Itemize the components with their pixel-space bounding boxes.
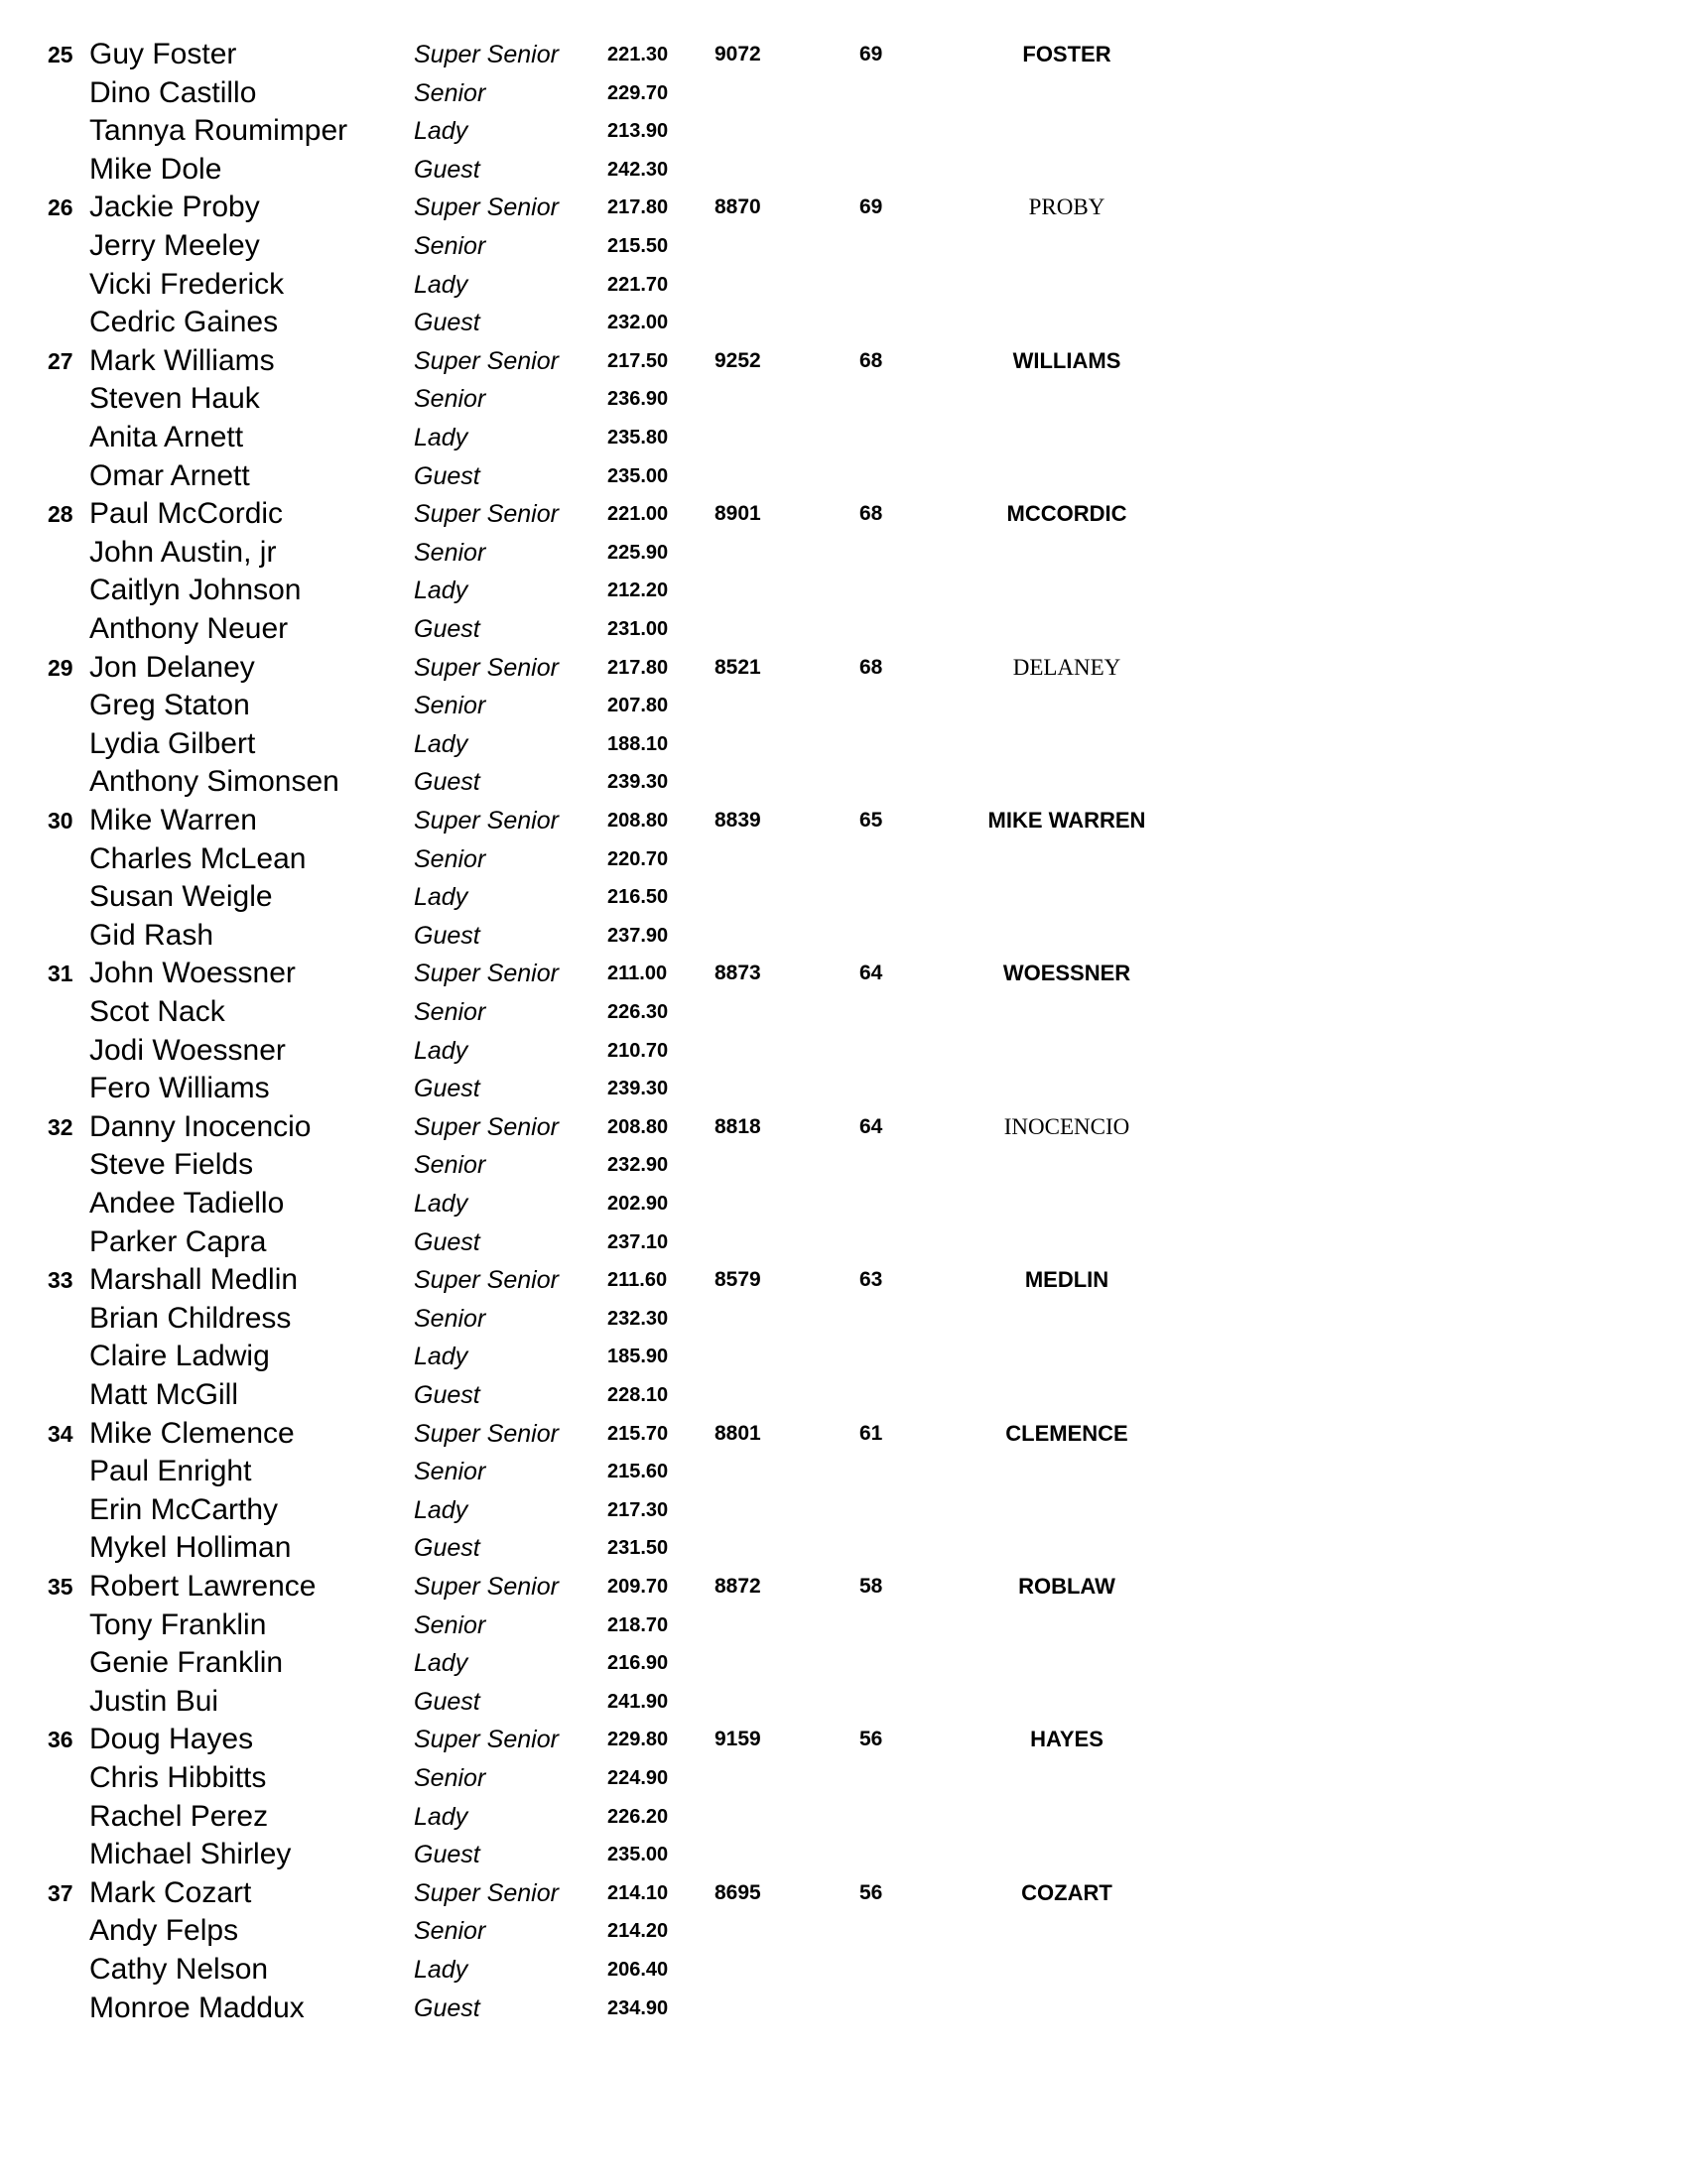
player-score: 211.60 <box>607 1269 668 1292</box>
player-score: 207.80 <box>607 695 669 717</box>
team-rank: 33 <box>48 1267 73 1294</box>
team-points: 56 <box>859 1880 883 1904</box>
player-category: Senior <box>414 78 486 107</box>
player-score: 229.70 <box>607 81 669 104</box>
player-category: Senior <box>414 1304 486 1333</box>
player-name: Jon Delaney <box>89 650 255 684</box>
player-score: 206.40 <box>607 1959 669 1981</box>
player-score: 210.70 <box>607 1039 669 1062</box>
player-category: Guest <box>414 615 480 643</box>
player-name: Paul Enright <box>89 1455 252 1488</box>
team-name: DELANEY <box>1012 654 1121 680</box>
team-member-row <box>0 1644 1688 1682</box>
team-member-row <box>0 1759 1688 1797</box>
player-name: Michael Shirley <box>89 1838 292 1871</box>
team-name: MEDLIN <box>1024 1267 1109 1293</box>
player-score: 217.30 <box>607 1498 669 1521</box>
player-name: Scot Nack <box>89 995 225 1028</box>
team-lead-row <box>0 802 1688 839</box>
player-category: Super Senior <box>414 500 559 529</box>
player-category: Super Senior <box>414 807 559 835</box>
player-name: Tony Franklin <box>89 1607 267 1641</box>
player-name: Cedric Gaines <box>89 306 279 339</box>
team-total: 8873 <box>714 962 761 985</box>
team-member-row <box>0 993 1688 1031</box>
team-member-row <box>0 1070 1688 1107</box>
player-category: Senior <box>414 1764 486 1792</box>
player-score: 208.80 <box>607 1115 669 1138</box>
player-score: 211.00 <box>607 963 668 985</box>
team-member-row <box>0 687 1688 724</box>
team-total: 8839 <box>714 809 761 832</box>
team-member-row <box>0 419 1688 456</box>
team-member-row <box>0 380 1688 418</box>
player-name: Mark Williams <box>89 343 275 377</box>
player-category: Senior <box>414 998 486 1026</box>
player-name: Genie Franklin <box>89 1646 284 1680</box>
player-name: Monroe Maddux <box>89 1991 305 2024</box>
team-rank: 32 <box>48 1113 73 1140</box>
player-category: Lady <box>414 729 468 758</box>
player-name: Robert Lawrence <box>89 1570 317 1603</box>
team-rank: 34 <box>48 1420 73 1447</box>
player-category: Senior <box>414 385 486 414</box>
team-name: PROBY <box>1028 194 1105 220</box>
team-name: WILLIAMS <box>1012 347 1121 373</box>
player-name: Jackie Proby <box>89 191 260 224</box>
player-category: Lady <box>414 883 468 912</box>
team-total: 8579 <box>714 1268 761 1292</box>
player-name: Justin Bui <box>89 1684 219 1718</box>
player-name: Mike Clemence <box>89 1416 295 1450</box>
team-points: 68 <box>859 655 883 679</box>
team-member-row <box>0 534 1688 572</box>
player-score: 218.70 <box>607 1613 669 1636</box>
player-score: 237.10 <box>607 1230 669 1253</box>
team-lead-row <box>0 1874 1688 1912</box>
player-name: John Austin, jr <box>89 535 277 569</box>
player-category: Senior <box>414 1917 486 1946</box>
team-name: FOSTER <box>1022 42 1111 66</box>
player-category: Senior <box>414 844 486 873</box>
player-category: Guest <box>414 1075 480 1103</box>
team-lead-row <box>0 649 1688 687</box>
player-score: 214.10 <box>607 1881 669 1904</box>
player-category: Senior <box>414 1610 486 1639</box>
team-member-row <box>0 112 1688 150</box>
team-member-row <box>0 610 1688 648</box>
player-score: 228.10 <box>607 1384 669 1406</box>
team-member-row <box>0 1798 1688 1836</box>
team-lead-row <box>0 1721 1688 1758</box>
player-category: Guest <box>414 921 480 950</box>
team-name: INOCENCIO <box>1003 1113 1130 1139</box>
team-name: WOESSNER <box>1002 961 1131 986</box>
player-score: 231.00 <box>607 618 669 640</box>
player-score: 221.30 <box>607 44 669 65</box>
team-lead-row <box>0 1415 1688 1453</box>
player-score: 235.80 <box>607 427 669 449</box>
player-score: 185.90 <box>607 1346 669 1368</box>
player-name: Paul McCordic <box>89 497 284 531</box>
player-category: Guest <box>414 1534 480 1563</box>
team-member-row <box>0 457 1688 495</box>
player-score: 235.00 <box>607 1844 669 1866</box>
player-name: Gid Rash <box>89 918 214 952</box>
team-rank: 26 <box>48 194 73 221</box>
player-score: 216.90 <box>607 1652 669 1675</box>
player-category: Lady <box>414 1036 468 1065</box>
player-score: 235.00 <box>607 464 669 487</box>
team-points: 58 <box>859 1575 883 1598</box>
team-member-row <box>0 1032 1688 1070</box>
team-member-row <box>0 1185 1688 1222</box>
team-member-row <box>0 1529 1688 1567</box>
team-points: 69 <box>859 195 883 219</box>
player-category: Super Senior <box>414 346 559 375</box>
team-member-row <box>0 74 1688 112</box>
player-category: Guest <box>414 155 480 184</box>
player-name: Vicki Frederick <box>89 267 285 301</box>
player-score: 216.50 <box>607 886 669 909</box>
team-name: HAYES <box>1030 1727 1104 1752</box>
team-total: 8695 <box>714 1880 761 1904</box>
team-points: 68 <box>859 502 883 526</box>
player-score: 213.90 <box>607 120 669 143</box>
player-category: Lady <box>414 1190 468 1218</box>
player-name: Caitlyn Johnson <box>89 574 302 607</box>
player-score: 217.80 <box>607 656 669 679</box>
team-name: ROBLAW <box>1018 1574 1115 1599</box>
player-category: Guest <box>414 1993 480 2022</box>
team-member-row <box>0 1606 1688 1644</box>
player-score: 239.30 <box>607 1078 669 1100</box>
team-member-row <box>0 304 1688 341</box>
team-lead-row <box>0 189 1688 226</box>
player-score: 232.90 <box>607 1154 669 1177</box>
player-category: Lady <box>414 424 468 451</box>
player-name: Marshall Medlin <box>89 1263 299 1297</box>
player-score: 214.20 <box>607 1920 669 1943</box>
team-member-row <box>0 1990 1688 2027</box>
player-category: Guest <box>414 1381 480 1409</box>
team-member-row <box>0 1300 1688 1338</box>
player-name: Chris Hibbitts <box>89 1761 267 1794</box>
player-name: Claire Ladwig <box>89 1340 270 1373</box>
team-points: 56 <box>859 1728 883 1751</box>
player-name: Lydia Gilbert <box>89 726 256 760</box>
player-category: Lady <box>414 270 468 299</box>
player-score: 208.80 <box>607 810 669 832</box>
player-score: 241.90 <box>607 1690 669 1713</box>
team-total: 9252 <box>714 348 761 372</box>
team-rank: 27 <box>48 347 73 374</box>
team-total: 8901 <box>714 502 761 526</box>
player-name: Jodi Woessner <box>89 1033 286 1067</box>
team-rank: 36 <box>48 1727 73 1753</box>
player-name: Fero Williams <box>89 1072 270 1105</box>
team-lead-row <box>0 1568 1688 1606</box>
player-score: 215.60 <box>607 1461 669 1483</box>
team-lead-row <box>0 1108 1688 1146</box>
player-score: 229.80 <box>607 1729 669 1751</box>
team-total: 8870 <box>714 195 761 219</box>
team-member-row <box>0 1338 1688 1375</box>
team-rank: 37 <box>48 1879 73 1906</box>
team-member-row <box>0 572 1688 609</box>
player-category: Guest <box>414 461 480 490</box>
team-member-row <box>0 878 1688 916</box>
player-name: Jerry Meeley <box>89 229 260 262</box>
player-category: Senior <box>414 1458 486 1486</box>
team-name: MIKE WARREN <box>987 808 1146 833</box>
player-category: Guest <box>414 1227 480 1256</box>
player-score: 239.30 <box>607 771 669 794</box>
player-category: Lady <box>414 1802 468 1831</box>
player-category: Super Senior <box>414 1419 559 1448</box>
team-member-row <box>0 1912 1688 1950</box>
player-name: Charles McLean <box>89 841 307 875</box>
player-category: Lady <box>414 117 468 146</box>
player-name: Mark Cozart <box>89 1875 252 1909</box>
team-member-row <box>0 227 1688 265</box>
player-score: 202.90 <box>607 1193 669 1215</box>
player-name: Anita Arnett <box>89 421 244 453</box>
player-score: 234.90 <box>607 1996 669 2019</box>
team-total: 8521 <box>714 655 761 679</box>
team-lead-row <box>0 1261 1688 1299</box>
player-category: Super Senior <box>414 41 559 68</box>
team-name: MCCORDIC <box>1006 501 1127 527</box>
player-name: Danny Inocencio <box>89 1109 312 1143</box>
player-category: Senior <box>414 232 486 260</box>
team-total: 9159 <box>714 1728 761 1751</box>
team-points: 64 <box>859 962 883 985</box>
player-score: 242.30 <box>607 158 669 181</box>
team-rank: 25 <box>48 42 73 67</box>
team-member-row <box>0 1491 1688 1529</box>
player-name: Susan Weigle <box>89 880 273 914</box>
team-member-row <box>0 1376 1688 1414</box>
player-name: John Woessner <box>89 957 296 990</box>
team-rank: 30 <box>48 808 73 834</box>
player-category: Super Senior <box>414 1878 559 1907</box>
team-member-row <box>0 1836 1688 1873</box>
player-score: 226.20 <box>607 1805 669 1828</box>
team-name: CLEMENCE <box>1005 1420 1128 1446</box>
player-category: Super Senior <box>414 1573 559 1601</box>
player-category: Super Senior <box>414 653 559 682</box>
player-name: Anthony Simonsen <box>89 765 339 799</box>
team-lead-row <box>0 36 1688 73</box>
player-score: 221.70 <box>607 273 669 296</box>
team-member-row <box>0 1223 1688 1261</box>
team-rank: 29 <box>48 654 73 681</box>
team-points: 65 <box>859 809 883 832</box>
player-score: 221.00 <box>607 503 669 526</box>
team-lead-row <box>0 342 1688 380</box>
team-member-row <box>0 725 1688 763</box>
player-name: Erin McCarthy <box>89 1492 279 1526</box>
player-category: Lady <box>414 577 468 605</box>
team-member-row <box>0 1453 1688 1490</box>
team-total: 8818 <box>714 1114 761 1138</box>
player-name: Mike Dole <box>89 152 222 186</box>
team-member-row <box>0 266 1688 304</box>
player-name: Dino Castillo <box>89 75 257 109</box>
player-name: Andy Felps <box>89 1914 239 1948</box>
player-score: 220.70 <box>607 847 669 870</box>
team-member-row <box>0 763 1688 801</box>
team-name: COZART <box>1021 1879 1112 1905</box>
player-category: Super Senior <box>414 1266 559 1295</box>
team-member-row <box>0 151 1688 189</box>
team-member-row <box>0 840 1688 878</box>
player-name: Anthony Neuer <box>89 612 289 645</box>
player-category: Super Senior <box>414 960 559 988</box>
team-rank: 28 <box>48 501 73 528</box>
team-member-row <box>0 917 1688 955</box>
player-name: Cathy Nelson <box>89 1953 269 1986</box>
team-points: 61 <box>859 1421 883 1445</box>
team-lead-row <box>0 495 1688 533</box>
team-rank: 35 <box>48 1574 73 1600</box>
player-name: Brian Childress <box>89 1301 292 1335</box>
player-score: 215.50 <box>607 235 669 257</box>
player-name: Steve Fields <box>89 1148 254 1182</box>
team-rank: 31 <box>48 961 73 987</box>
player-name: Andee Tadiello <box>89 1187 285 1220</box>
team-points: 69 <box>859 43 883 65</box>
team-member-row <box>0 1146 1688 1184</box>
player-category: Super Senior <box>414 1112 559 1141</box>
player-category: Super Senior <box>414 193 559 222</box>
player-name: Mykel Holliman <box>89 1531 292 1565</box>
team-points: 68 <box>859 348 883 372</box>
player-score: 215.70 <box>607 1422 669 1445</box>
player-name: Parker Capra <box>89 1224 267 1258</box>
player-score: 224.90 <box>607 1767 669 1789</box>
player-category: Guest <box>414 1687 480 1716</box>
player-category: Senior <box>414 692 486 720</box>
player-name: Rachel Perez <box>89 1799 269 1833</box>
player-score: 217.80 <box>607 196 669 219</box>
team-member-row <box>0 1683 1688 1721</box>
team-lead-row <box>0 955 1688 992</box>
player-score: 188.10 <box>607 732 669 755</box>
player-score: 231.50 <box>607 1537 669 1560</box>
player-name: Omar Arnett <box>89 458 250 492</box>
player-category: Guest <box>414 309 480 337</box>
player-name: Guy Foster <box>89 38 237 70</box>
team-total: 8801 <box>714 1421 761 1445</box>
player-score: 226.30 <box>607 1001 669 1023</box>
player-category: Guest <box>414 768 480 797</box>
team-member-row <box>0 1951 1688 1989</box>
player-name: Matt McGill <box>89 1378 238 1411</box>
player-score: 232.30 <box>607 1307 669 1330</box>
player-score: 232.00 <box>607 312 669 334</box>
player-score: 217.50 <box>607 349 669 372</box>
player-category: Lady <box>414 1649 468 1678</box>
player-category: Senior <box>414 538 486 567</box>
player-category: Lady <box>414 1956 468 1984</box>
player-name: Mike Warren <box>89 804 257 836</box>
player-score: 212.20 <box>607 579 669 602</box>
player-score: 225.90 <box>607 541 669 564</box>
player-category: Guest <box>414 1841 480 1869</box>
player-name: Tannya Roumimper <box>89 114 348 148</box>
team-total: 9072 <box>714 43 761 65</box>
player-category: Super Senior <box>414 1726 559 1754</box>
team-points: 64 <box>859 1114 883 1138</box>
player-category: Lady <box>414 1343 468 1371</box>
player-name: Doug Hayes <box>89 1723 254 1756</box>
team-points: 63 <box>859 1268 883 1292</box>
player-score: 236.90 <box>607 388 669 411</box>
player-category: Senior <box>414 1151 486 1180</box>
player-category: Lady <box>414 1495 468 1524</box>
player-score: 209.70 <box>607 1576 669 1598</box>
player-score: 237.90 <box>607 924 669 947</box>
player-name: Greg Staton <box>89 689 250 722</box>
team-total: 8872 <box>714 1575 761 1598</box>
player-name: Steven Hauk <box>89 382 260 416</box>
